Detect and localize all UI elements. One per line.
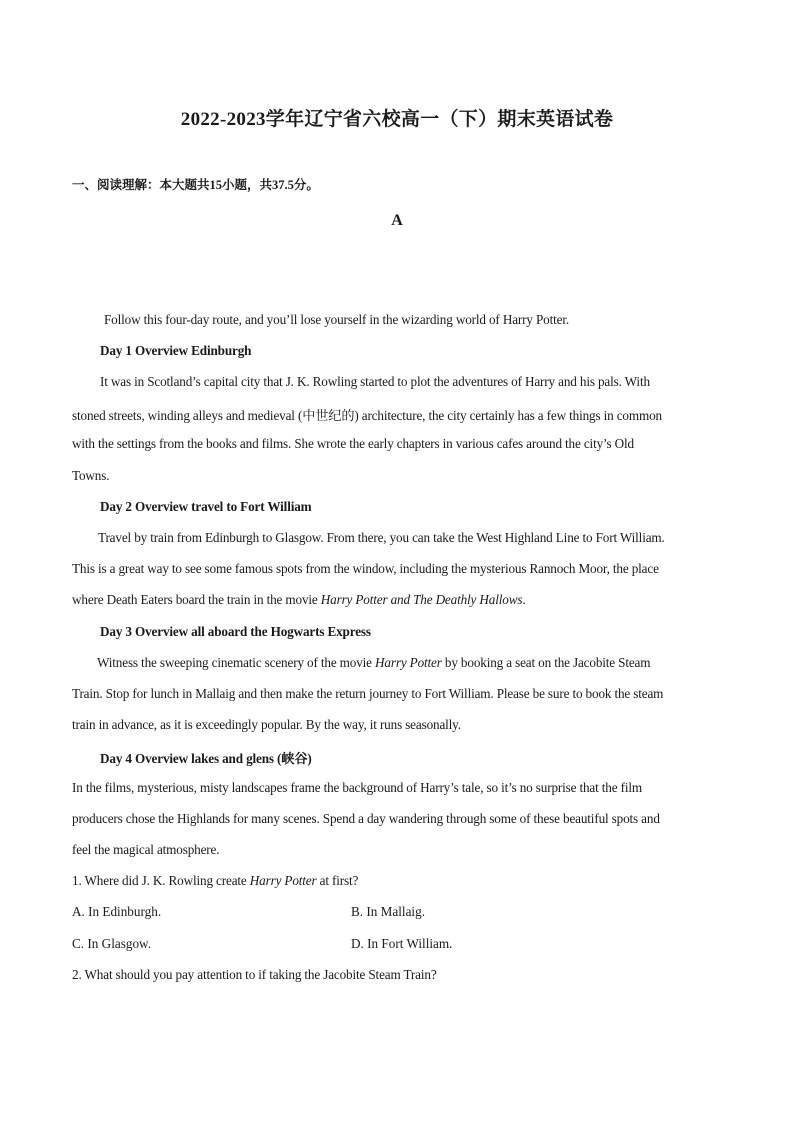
option-a[interactable]: A. In Edinburgh. [72, 904, 162, 919]
day1-line: with the settings from the books and films. She wrote the early chapters in various cafes around the city’s Old [72, 436, 634, 451]
day1-line: It was in Scotland’s capital city that J. K. Rowling started to plot the adventures of Harry and his pals. With [100, 374, 650, 389]
day3-line [97, 655, 650, 671]
book-title: Harry Potter [249, 873, 317, 888]
day4-line: feel the magical atmosphere. [72, 842, 220, 857]
page-title: 2022-2023学年辽宁省六校高一（下）期末英语试卷 [180, 109, 614, 130]
question-text: at first? [316, 873, 359, 888]
intro-paragraph: Follow this four-day route, and you’ll lose yourself in the wizarding world of Harry Potter. [104, 312, 569, 327]
day1-heading: Day 1 Overview Edinburgh [100, 343, 252, 358]
option-d[interactable]: D. In Fort William. [351, 936, 453, 951]
question-text: . What should you pay attention to if taking the Jacobite Steam Train? [78, 967, 437, 982]
question-text: . Where did J. K. Rowling create [78, 873, 250, 888]
day3-text: Witness the sweeping cinematic scenery of the movie [97, 655, 376, 670]
section-heading: 一、阅读理解：本大题共15小题，共37.5分。 [72, 178, 319, 192]
day2-text: where Death Eaters board the train in the movie [72, 592, 321, 607]
movie-title: Harry Potter [375, 655, 442, 670]
day3-text: by booking a seat on the Jacobite Steam [441, 655, 651, 670]
option-c[interactable]: C. In Glasgow. [72, 936, 151, 951]
day1-line: Towns. [72, 468, 110, 483]
day4-line: producers chose the Highlands for many scenes. Spend a day wandering through some of these beautiful spots and [72, 811, 660, 826]
day2-heading: Day 2 Overview travel to Fort William [100, 499, 312, 514]
day2-text: . [522, 592, 526, 607]
question-number: 2 [72, 967, 79, 982]
day4-heading: Day 4 Overview lakes and glens (峡谷) [100, 751, 312, 766]
day2-line [72, 592, 525, 608]
day2-line: This is a great way to see some famous spots from the window, including the mysterious Rannoch Moor, the place [72, 561, 659, 576]
day4-line: In the films, mysterious, misty landscapes frame the background of Harry’s tale, so it’s no surprise that the film [72, 780, 642, 795]
movie-title: Harry Potter and The Deathly Hallows [320, 592, 523, 607]
day2-line: Travel by train from Edinburgh to Glasgow. From there, you can take the West Highland Line to Fort William. [98, 530, 665, 545]
day3-line: Train. Stop for lunch in Mallaig and then make the return journey to Fort William. Please be sure to book the steam [72, 686, 664, 701]
day1-line: stoned streets, winding alleys and medieval (中世纪的) architecture, the city certainly has a few things in common [72, 408, 662, 423]
day3-line: train in advance, as it is exceedingly popular. By the way, it runs seasonally. [72, 717, 461, 732]
question-2 [72, 967, 437, 983]
day3-heading: Day 3 Overview all aboard the Hogwarts Express [100, 624, 371, 639]
option-b[interactable]: B. In Mallaig. [351, 904, 425, 919]
question-1 [72, 873, 358, 889]
question-number: 1 [72, 873, 79, 888]
passage-label: A [391, 212, 403, 229]
